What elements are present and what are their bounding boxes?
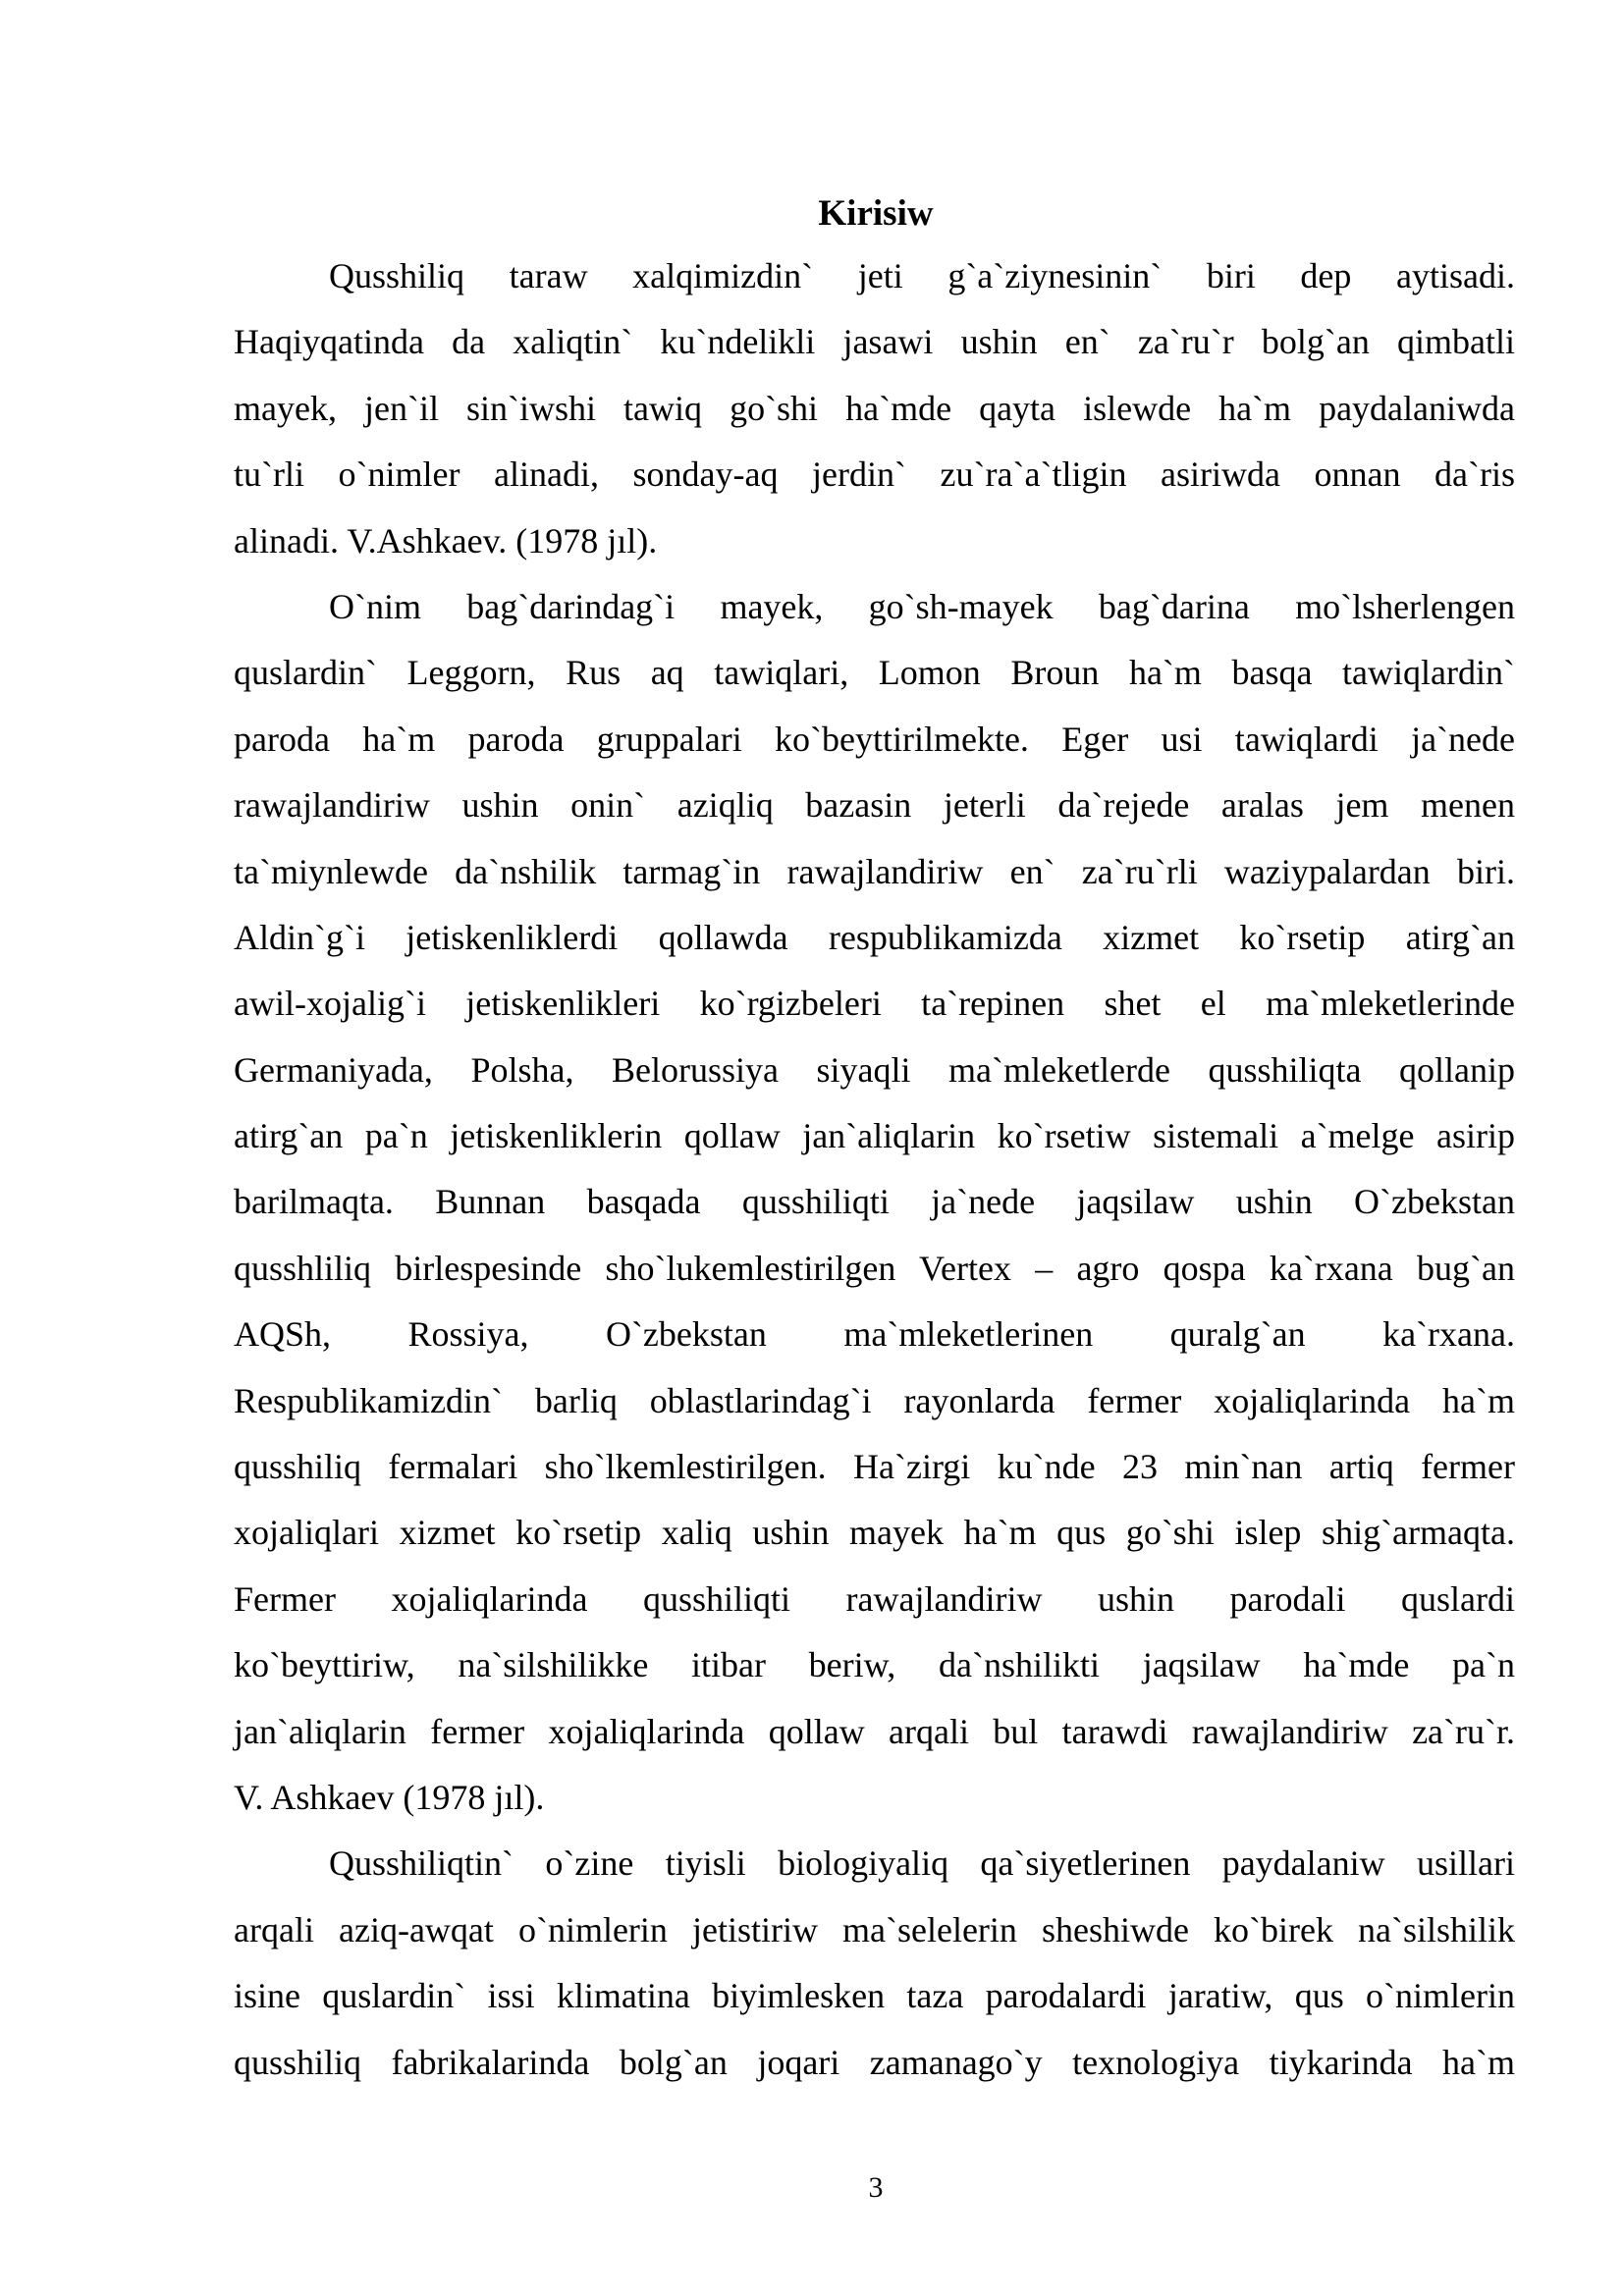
paragraph-1 [234,243,1515,574]
text-line: qusshiliq fabrikalarinda bolg`an joqari zamanago`y texnologiya tiykarinda ha`m [234,2042,1515,2082]
page-number: 3 [868,2171,884,2204]
text-line: paroda ha`m paroda gruppalari ko`beyttirilmekte. Eger usi tawiqlardi ja`nede [234,719,1515,759]
page-title: Kirisiw [818,193,934,234]
text-line: Fermer xojaliqlarinda qusshiliqti rawajlandiriw ushin parodali quslardi [234,1578,1515,1619]
paragraph-2 [234,574,1515,1831]
text-line: awil-xojalig`i jetiskenlikleri ko`rgizbeleri ta`repinen shet el ma`mleketlerinde [234,984,1515,1024]
text-line: Qusshiliq taraw xalqimizdin` jeti g`a`ziynesinin` biri dep aytisadi. [329,256,1515,295]
text-line: Qusshiliqtin` o`zine tiyisli biologiyaliq qa`siyetlerinen paydalaniw usillari [329,1843,1515,1884]
text-line: qusshiliq fermalari sho`lkemlestirilgen. Ha`zirgi ku`nde 23 min`nan artiq fermer [234,1447,1515,1487]
text-line: V. Ashkaev (1978 jıl). [234,1777,545,1817]
text-line: alinadi. V.Ashkaev. (1978 jıl). [234,520,658,561]
text-line: isine quslardin` issi klimatina biyimlesken taza parodalardi jaratiw, qus o`nimlerin [234,1976,1515,2016]
text-line: atirg`an pa`n jetiskenliklerin qollaw jan`aliqlarin ko`rsetiw sistemali a`melge asirip [234,1116,1515,1156]
text-line: Germaniyada, Polsha, Belorussiya siyaqli ma`mleketlerde qusshiliqta qollanip [234,1049,1515,1090]
text-line: rawajlandiriw ushin onin` aziqliq bazasin jeterli da`rejede aralas jem menen [234,785,1515,826]
text-line: O`nim bag`darindag`i mayek, go`sh-mayek bag`darina mo`lsherlengen [329,586,1515,626]
text-line: xojaliqlari xizmet ko`rsetip xaliq ushin mayek ha`m qus go`shi islep shig`armaqta. [234,1513,1515,1553]
text-line: jan`aliqlarin fermer xojaliqlarinda qollaw arqali bul tarawdi rawajlandiriw za`ru`r. [234,1711,1515,1751]
text-line: quslardin` Leggorn, Rus aq tawiqlari, Lomon Broun ha`m basqa tawiqlardin` [234,653,1515,693]
paragraph-3 [234,1831,1515,2096]
text-line: ta`miynlewde da`nshilik tarmag`in rawajlandiriw en` za`ru`rli waziypalardan biri. [234,851,1515,891]
text-line: tu`rli o`nimler alinadi, sonday-aq jerdin` zu`ra`a`tligin asiriwda onnan da`ris [234,454,1515,495]
text-line: qusshliliq birlespesinde sho`lukemlestirilgen Vertex – agro qospa ka`rxana bug`an [234,1248,1515,1288]
text-line: Haqiyqatinda da xaliqtin` ku`ndelikli jasawi ushin en` za`ru`r bolg`an qimbatli [234,322,1515,362]
text-line: Respublikamizdin` barliq oblastlarindag`i rayonlarda fermer xojaliqlarinda ha`m [234,1380,1515,1420]
text-line: ko`beyttiriw, na`silshilikke itibar beriw, da`nshilikti jaqsilaw ha`mde pa`n [234,1645,1515,1685]
text-line: barilmaqta. Bunnan basqada qusshiliqti ja`nede jaqsilaw ushin O`zbekstan [234,1182,1515,1222]
text-line: Aldin`g`i jetiskenliklerdi qollawda respublikamizda xizmet ko`rsetip atirg`an [234,917,1515,957]
text-line: AQSh, Rossiya, O`zbekstan ma`mleketlerinen quralg`an ka`rxana. [234,1314,1515,1355]
text-line: arqali aziq-awqat o`nimlerin jetistiriw ma`selelerin sheshiwde ko`birek na`silshilik [234,1909,1515,1949]
text-line: mayek, jen`il sin`iwshi tawiq go`shi ha`mde qayta islewde ha`m paydalaniwda [234,388,1515,428]
body-text [234,243,1515,2096]
